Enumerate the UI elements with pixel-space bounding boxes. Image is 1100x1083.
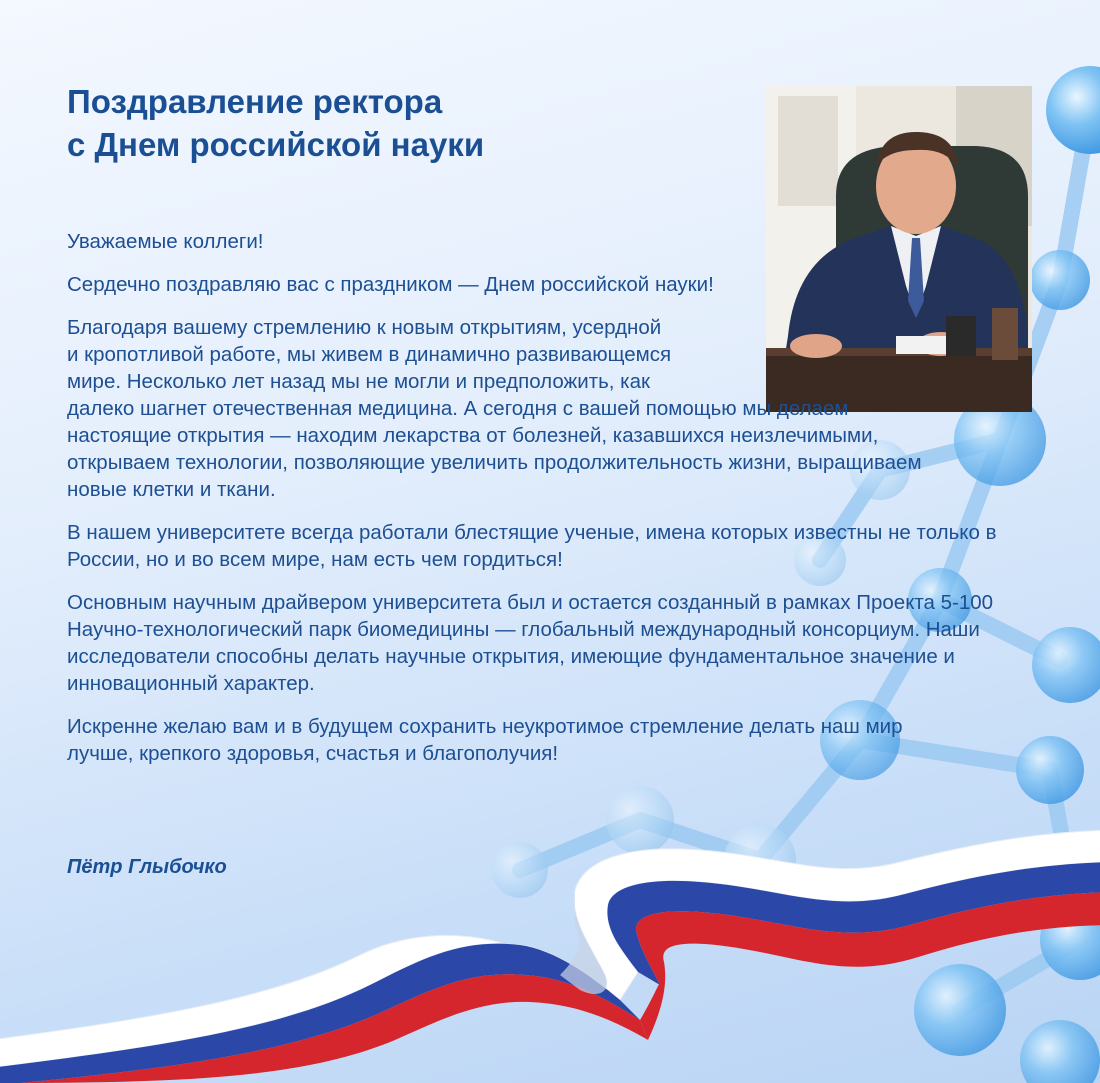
letter-paragraph-2	[67, 314, 1042, 503]
letter-paragraph-2-line: мире. Несколько лет назад мы не могли и предположить, как	[67, 370, 650, 393]
letter-paragraph-1: Сердечно поздравляю вас с праздником — Днем российской науки!	[67, 273, 714, 296]
letter-greeting: Уважаемые коллеги!	[67, 230, 264, 253]
page-title	[67, 80, 747, 166]
signature: Пётр Глыбочко	[67, 856, 227, 878]
letter-paragraph-3: В нашем университете всегда работали блестящие ученые, имена которых известны не только в России, но и во всем мире, нам есть чем гордиться!	[67, 521, 997, 571]
letter-paragraph-2-line: новые клетки и ткани.	[67, 478, 276, 501]
letter-body	[67, 228, 1042, 783]
letter-paragraph-4: Основным научным драйвером университета был и остается созданный в рамках Проекта 5-100 Научно-технологический парк биомедицины — глобальный международный консорциум. Наши исследователи способны делать научные открытия, имеющие фундаментальное значение и инновационный характер.	[67, 591, 994, 695]
letter-paragraph-5: Искренне желаю вам и в будущем сохранить неукротимое стремление делать наш мир лучше, крепкого здоровья, счастья и благополучия!	[67, 715, 903, 765]
letter-paragraph-2-line: Благодаря вашему стремлению к новым открытиям, усердной	[67, 316, 662, 339]
title-line-1: Поздравление ректора	[67, 83, 443, 120]
russian-flag-ribbon	[0, 820, 1100, 1083]
letter-paragraph-2-line: открываем технологии, позволяющие увеличить продолжительность жизни, выращиваем	[67, 451, 922, 474]
letter-paragraph-2-line: и кропотливой работе, мы живем в динамично развивающемся	[67, 343, 672, 366]
letter-paragraph-2-line: настоящие открытия — находим лекарства от болезней, казавшихся неизлечимыми,	[67, 424, 879, 447]
title-line-2: с Днем российской науки	[67, 126, 485, 163]
letter-paragraph-2-line: далеко шагнет отечественная медицина. А сегодня с вашей помощью мы делаем	[67, 397, 849, 420]
